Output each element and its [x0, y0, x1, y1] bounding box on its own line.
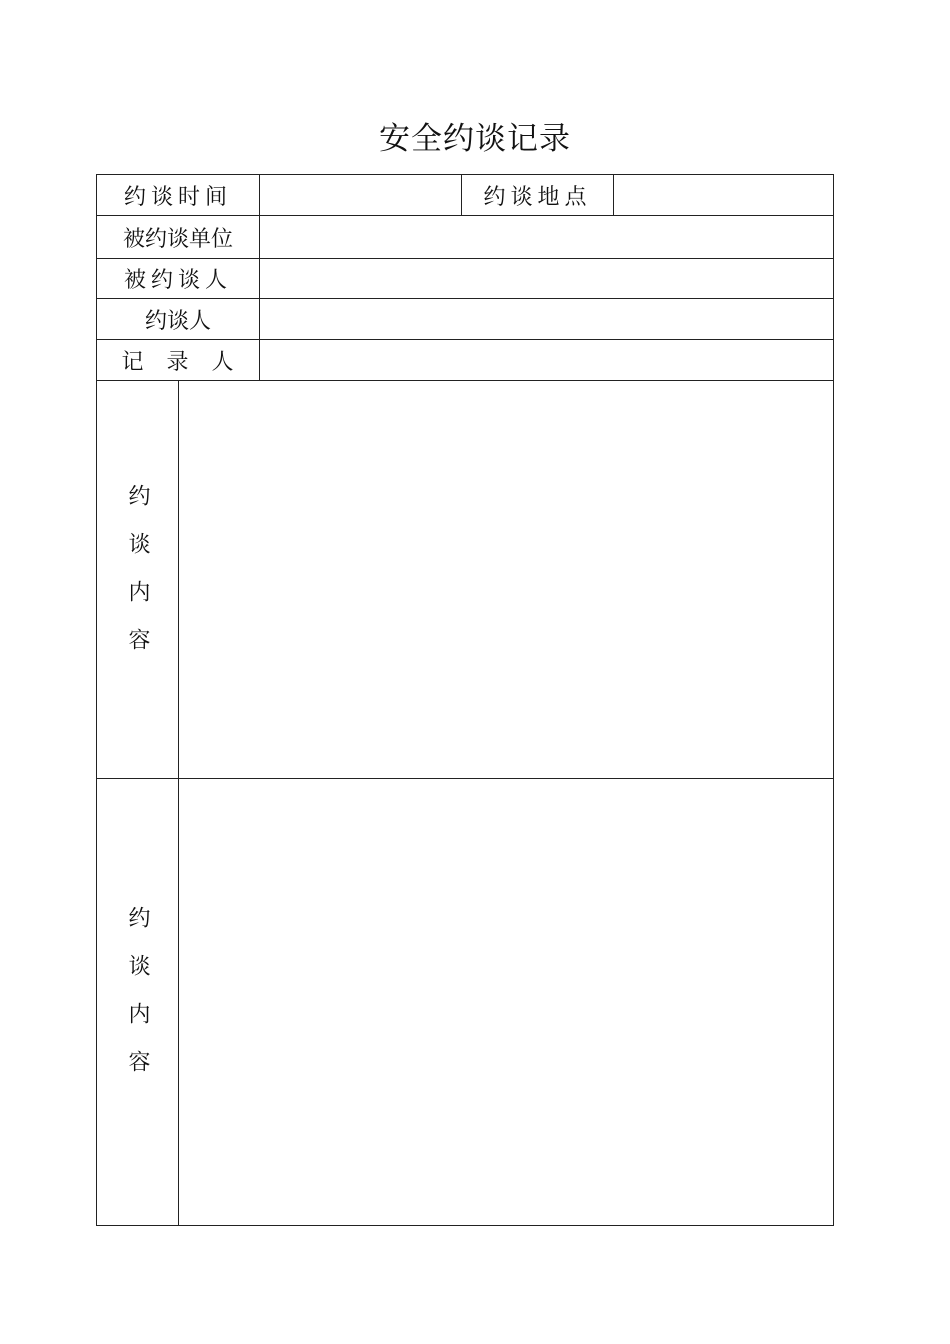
content-label	[97, 779, 178, 1225]
recorder-label: 记录人	[121, 349, 257, 375]
time-field[interactable]	[260, 175, 461, 215]
unit-field[interactable]	[260, 216, 833, 258]
interviewee-label: 被约谈人	[123, 268, 232, 293]
content-area[interactable]	[179, 779, 833, 1225]
time-label: 约谈时间	[123, 184, 232, 210]
content-label	[97, 381, 178, 778]
interviewer-field[interactable]	[260, 299, 833, 339]
recorder-field[interactable]	[260, 340, 833, 380]
content-label-text: 约谈内容	[125, 483, 150, 676]
interview-record-form	[96, 174, 834, 1226]
unit-label: 被约谈单位	[122, 226, 233, 252]
interviewer-label: 约谈人	[144, 308, 211, 334]
content-area[interactable]	[179, 381, 833, 778]
place-field[interactable]	[614, 175, 833, 215]
place-label: 约谈地点	[483, 184, 592, 210]
interviewee-field[interactable]	[260, 259, 833, 298]
content-label-text: 约谈内容	[125, 906, 150, 1098]
page-title: 安全约谈记录	[379, 121, 571, 157]
